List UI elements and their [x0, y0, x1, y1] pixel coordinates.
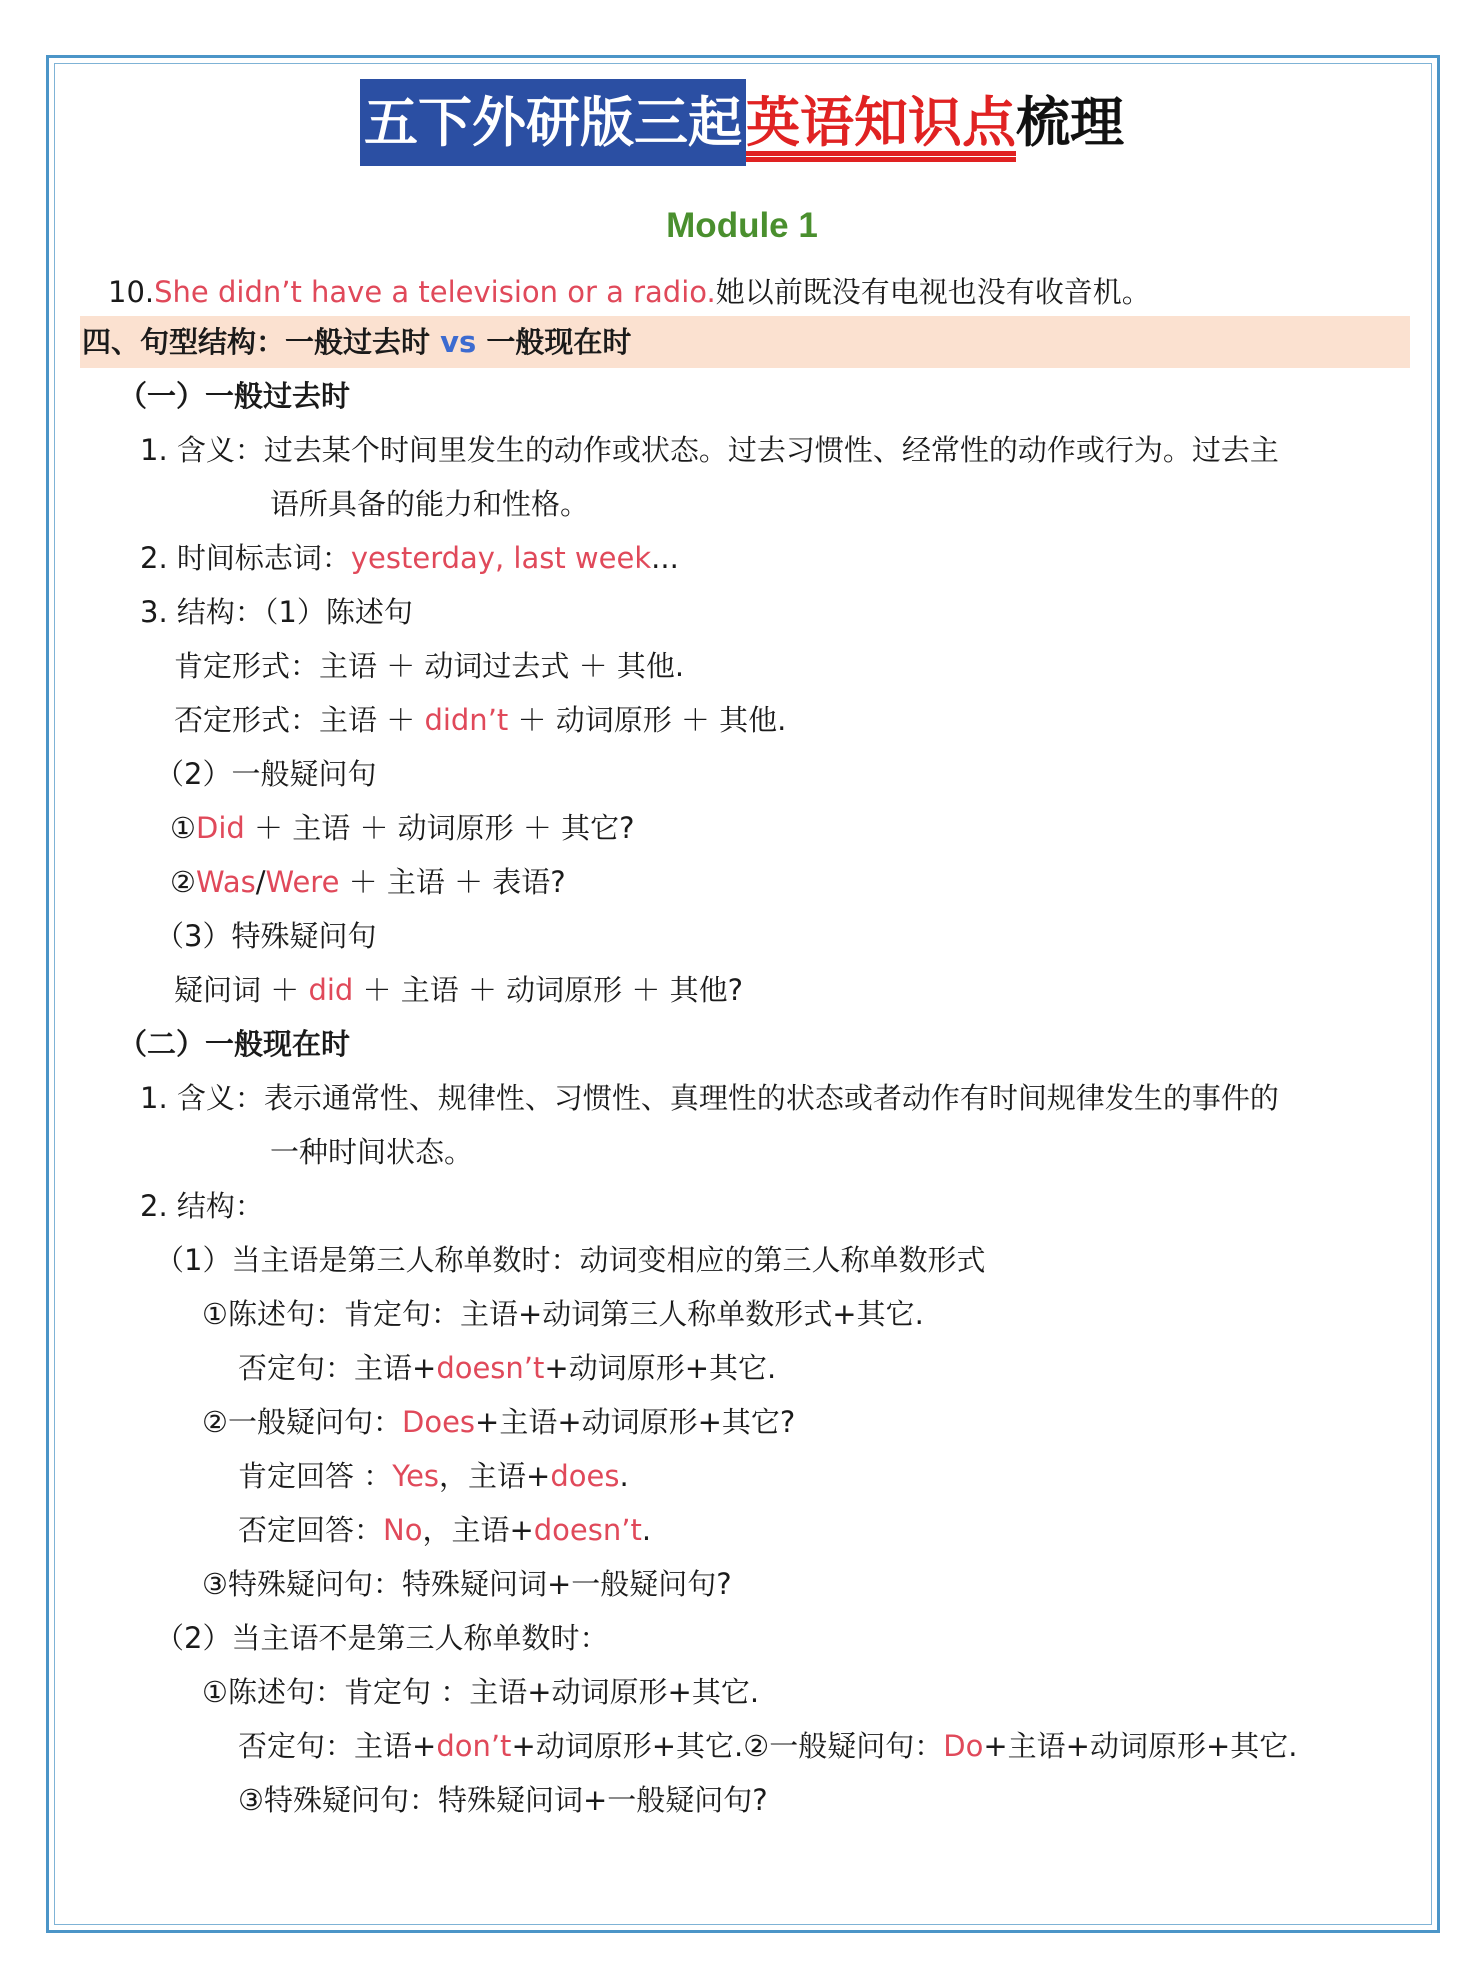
past-question-heading: （2）一般疑问句: [155, 757, 377, 791]
past-question-2: [170, 862, 566, 902]
t-yes-does: does: [550, 1459, 620, 1493]
past-tense-heading: （一）一般过去时: [118, 379, 351, 413]
non-third-person-special-question: ③特殊疑问句：特殊疑问词+一般疑问句?: [238, 1783, 768, 1817]
title-part-1: 五下外研版三起: [360, 79, 746, 166]
past-question-1: [170, 808, 635, 848]
t-yes-pre: 肯定回答 ：: [238, 1459, 393, 1493]
t-neg-post: +动词原形+其它.: [544, 1351, 777, 1385]
past-meaning-line-2: 语所具备的能力和性格。: [270, 487, 590, 521]
past-sq-keyword: did: [308, 973, 354, 1007]
n-neg-pre: 否定句：主语+: [238, 1729, 437, 1763]
t-q-pre: ②一般疑问句：: [202, 1405, 402, 1439]
t-yes-mid: ，主语+: [439, 1459, 551, 1493]
third-person-heading: （1）当主语是第三人称单数时：动词变相应的第三人称单数形式: [155, 1243, 986, 1277]
t-no-keyword: No: [383, 1513, 423, 1547]
present-meaning-line-1: 1. 含义：表示通常性、规律性、习惯性、真理性的状态或者动作有时间规律发生的事件的: [140, 1081, 1279, 1115]
past-negative-post: ＋ 动词原形 ＋ 其他.: [508, 703, 787, 737]
past-negative-pre: 否定形式：主语 ＋: [174, 703, 425, 737]
past-time-values: yesterday, last week: [350, 541, 652, 575]
past-special-question: [174, 970, 743, 1010]
n-neg-post: +主语+动词原形+其它.: [983, 1729, 1298, 1763]
t-yes-post: .: [619, 1459, 629, 1493]
past-sq-post: ＋ 主语 ＋ 动词原形 ＋ 其他?: [353, 973, 744, 1007]
t-neg-keyword: doesn’t: [436, 1351, 545, 1385]
third-person-special-question: ③特殊疑问句：特殊疑问词+一般疑问句?: [202, 1567, 732, 1601]
section-heading-pre: 四、句型结构：一般过去时: [82, 325, 441, 359]
non-third-person-heading: （2）当主语不是第三人称单数时：: [155, 1621, 609, 1655]
t-q-keyword: Does: [402, 1405, 476, 1439]
third-person-statement: ①陈述句：肯定句：主语+动词第三人称单数形式+其它.: [202, 1297, 924, 1331]
past-negative: [174, 700, 786, 740]
title-part-3: 梳理: [1016, 91, 1124, 154]
item-10: [108, 272, 1151, 312]
past-time-label: 2. 时间标志词：: [140, 541, 351, 575]
past-q1-marker: ①: [170, 811, 196, 845]
present-tense-heading: （二）一般现在时: [118, 1027, 351, 1061]
t-no-doesnt: doesn’t: [533, 1513, 642, 1547]
n-neg-mid: +动词原形+其它.②一般疑问句：: [511, 1729, 944, 1763]
past-negative-keyword: didn’t: [424, 703, 509, 737]
past-structure: 3. 结构：（1）陈述句: [140, 595, 413, 629]
t-no-mid: ，主语+: [422, 1513, 534, 1547]
past-q2-post: ＋ 主语 ＋ 表语?: [339, 865, 566, 899]
past-q1-post: ＋ 主语 ＋ 动词原形 ＋ 其它?: [244, 811, 635, 845]
past-sq-pre: 疑问词 ＋: [174, 973, 309, 1007]
third-person-negative: [238, 1348, 776, 1388]
section-heading-post: 一般现在时: [476, 325, 632, 359]
title-part-2: 英语知识点: [746, 91, 1016, 154]
past-meaning-line-1: 1. 含义：过去某个时间里发生的动作或状态。过去习惯性、经常性的动作或行为。过去主: [140, 433, 1279, 467]
page-title: [0, 80, 1484, 157]
past-q1-keyword: Did: [196, 811, 245, 845]
item-10-chinese: 她以前既没有电视也没有收音机。: [715, 275, 1151, 309]
third-person-question: [202, 1402, 795, 1442]
non-third-person-statement: ①陈述句：肯定句 ：主语+动词原形+其它.: [202, 1675, 760, 1709]
t-yes-keyword: Yes: [392, 1459, 440, 1493]
item-10-number: 10.: [108, 275, 155, 309]
item-10-english: She didn’t have a television or a radio.: [154, 275, 716, 309]
past-q2-marker: ②: [170, 865, 196, 899]
n-q-keyword: Do: [943, 1729, 984, 1763]
t-neg-pre: 否定句：主语+: [238, 1351, 437, 1385]
non-third-person-negative: [238, 1726, 1297, 1766]
section-heading: [82, 322, 631, 362]
past-time-words: [140, 538, 679, 578]
past-q2-was: Was: [196, 865, 256, 899]
third-person-yes-answer: [238, 1456, 629, 1496]
t-no-pre: 否定回答：: [238, 1513, 384, 1547]
module-heading: Module 1: [666, 206, 818, 245]
present-structure: 2. 结构：: [140, 1189, 264, 1223]
past-special-question-heading: （3）特殊疑问句: [155, 919, 377, 953]
t-q-post: +主语+动词原形+其它?: [475, 1405, 796, 1439]
past-q2-sep: /: [255, 865, 266, 899]
n-neg-keyword: don’t: [436, 1729, 512, 1763]
past-affirmative: 肯定形式：主语 ＋ 动词过去式 ＋ 其他.: [174, 649, 685, 683]
past-q2-were: Were: [265, 865, 340, 899]
third-person-no-answer: [238, 1510, 651, 1550]
past-time-ellipsis: ...: [651, 541, 679, 575]
section-heading-vs: vs: [440, 325, 477, 359]
present-meaning-line-2: 一种时间状态。: [270, 1135, 474, 1169]
t-no-post: .: [641, 1513, 652, 1547]
